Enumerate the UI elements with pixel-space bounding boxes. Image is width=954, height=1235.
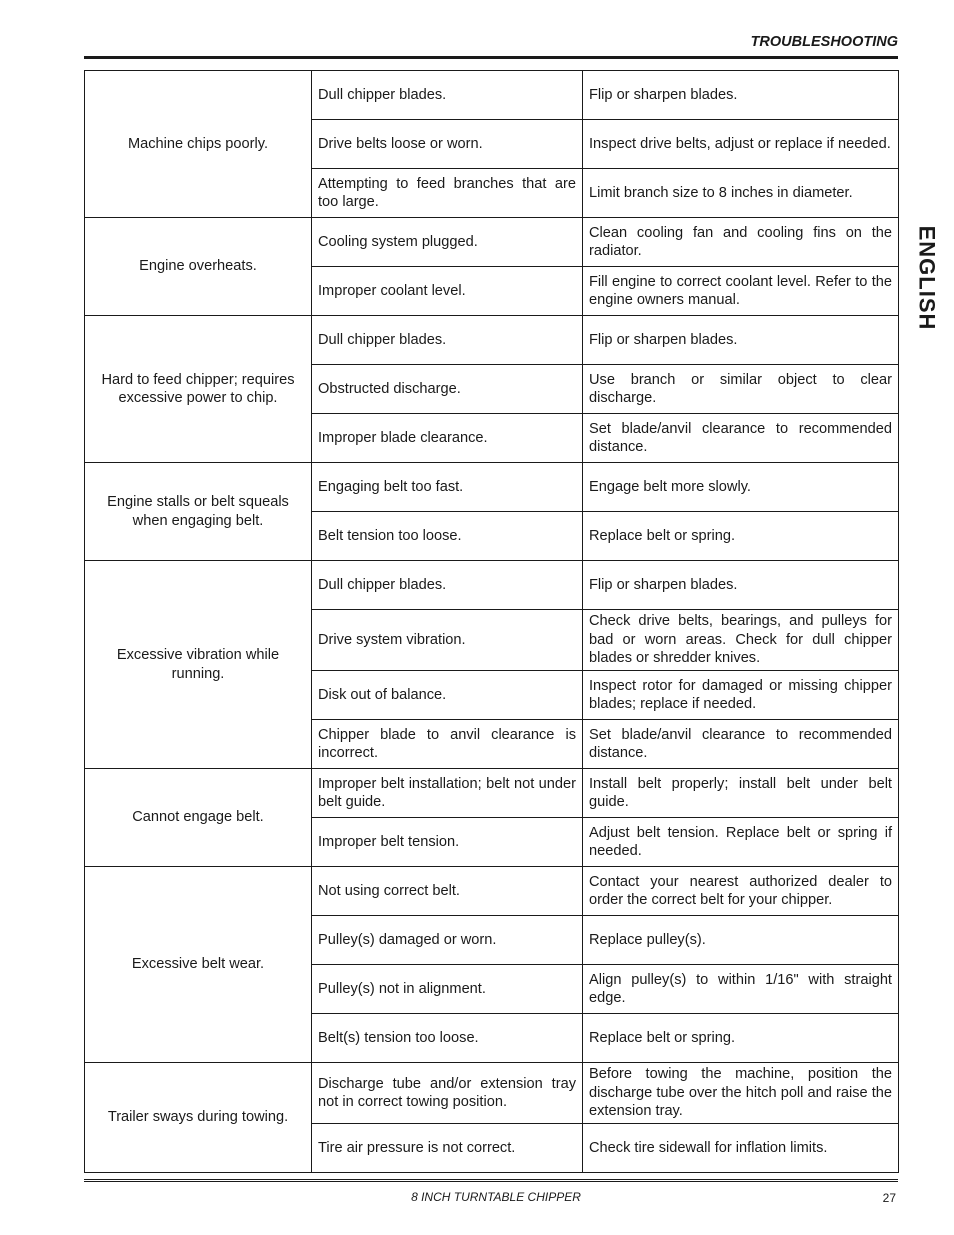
remedy-cell: Fill engine to correct coolant level. Refer to the engine owners manual. bbox=[583, 267, 899, 316]
remedy-cell: Replace belt or spring. bbox=[583, 512, 899, 561]
remedy-cell: Contact your nearest authorized dealer to order the correct belt for your chipper. bbox=[583, 867, 899, 916]
cause-cell: Engaging belt too fast. bbox=[312, 463, 583, 512]
problem-cell: Excessive vibration while running. bbox=[85, 561, 312, 769]
cause-cell: Improper belt installation; belt not under belt guide. bbox=[312, 769, 583, 818]
table-row bbox=[85, 218, 899, 267]
cause-cell: Improper coolant level. bbox=[312, 267, 583, 316]
remedy-cell: Flip or sharpen blades. bbox=[583, 71, 899, 120]
problem-cell: Trailer sways during towing. bbox=[85, 1063, 312, 1173]
remedy-cell: Adjust belt tension. Replace belt or spring if needed. bbox=[583, 818, 899, 867]
cause-cell: Belt tension too loose. bbox=[312, 512, 583, 561]
troubleshooting-table bbox=[84, 70, 899, 1173]
page-number: 27 bbox=[882, 1191, 896, 1205]
table-row bbox=[85, 769, 899, 818]
remedy-cell: Align pulley(s) to within 1/16" with straight edge. bbox=[583, 965, 899, 1014]
cause-cell: Chipper blade to anvil clearance is incorrect. bbox=[312, 720, 583, 769]
cause-cell: Improper blade clearance. bbox=[312, 414, 583, 463]
remedy-cell: Flip or sharpen blades. bbox=[583, 561, 899, 610]
remedy-cell: Check drive belts, bearings, and pulleys for bad or worn areas. Check for dull chipper blades or shredder knives. bbox=[583, 610, 899, 671]
cause-cell: Attempting to feed branches that are too large. bbox=[312, 169, 583, 218]
cause-cell: Tire air pressure is not correct. bbox=[312, 1124, 583, 1173]
table-row bbox=[85, 867, 899, 916]
remedy-cell: Install belt properly; install belt under belt guide. bbox=[583, 769, 899, 818]
language-label: ENGLISH bbox=[914, 225, 940, 331]
remedy-cell: Engage belt more slowly. bbox=[583, 463, 899, 512]
problem-cell: Machine chips poorly. bbox=[85, 71, 312, 218]
remedy-cell: Before towing the machine, position the discharge tube over the hitch poll and raise the extension tray. bbox=[583, 1063, 899, 1124]
remedy-cell: Check tire sidewall for inflation limits. bbox=[583, 1124, 899, 1173]
cause-cell: Dull chipper blades. bbox=[312, 561, 583, 610]
footer-divider bbox=[84, 1179, 898, 1182]
page-header-title: TROUBLESHOOTING bbox=[750, 34, 898, 50]
remedy-cell: Inspect rotor for damaged or missing chipper blades; replace if needed. bbox=[583, 671, 899, 720]
table-row bbox=[85, 71, 899, 120]
cause-cell: Discharge tube and/or extension tray not in correct towing position. bbox=[312, 1063, 583, 1124]
footer-title: 8 INCH TURNTABLE CHIPPER bbox=[411, 1190, 581, 1204]
cause-cell: Pulley(s) damaged or worn. bbox=[312, 916, 583, 965]
remedy-cell: Set blade/anvil clearance to recommended distance. bbox=[583, 414, 899, 463]
remedy-cell: Replace belt or spring. bbox=[583, 1014, 899, 1063]
header-divider bbox=[84, 56, 898, 59]
remedy-cell: Inspect drive belts, adjust or replace if needed. bbox=[583, 120, 899, 169]
problem-cell: Hard to feed chipper; requires excessive power to chip. bbox=[85, 316, 312, 463]
table-row bbox=[85, 463, 899, 512]
remedy-cell: Flip or sharpen blades. bbox=[583, 316, 899, 365]
language-side-tab bbox=[906, 226, 946, 330]
cause-cell: Dull chipper blades. bbox=[312, 316, 583, 365]
cause-cell: Obstructed discharge. bbox=[312, 365, 583, 414]
cause-cell: Dull chipper blades. bbox=[312, 71, 583, 120]
cause-cell: Belt(s) tension too loose. bbox=[312, 1014, 583, 1063]
table-row bbox=[85, 316, 899, 365]
cause-cell: Drive system vibration. bbox=[312, 610, 583, 671]
remedy-cell: Set blade/anvil clearance to recommended distance. bbox=[583, 720, 899, 769]
cause-cell: Drive belts loose or worn. bbox=[312, 120, 583, 169]
cause-cell: Cooling system plugged. bbox=[312, 218, 583, 267]
problem-cell: Engine overheats. bbox=[85, 218, 312, 316]
remedy-cell: Limit branch size to 8 inches in diameter. bbox=[583, 169, 899, 218]
cause-cell: Disk out of balance. bbox=[312, 671, 583, 720]
remedy-cell: Use branch or similar object to clear discharge. bbox=[583, 365, 899, 414]
table-row bbox=[85, 1063, 899, 1124]
table-row bbox=[85, 561, 899, 610]
cause-cell: Pulley(s) not in alignment. bbox=[312, 965, 583, 1014]
remedy-cell: Clean cooling fan and cooling fins on the radiator. bbox=[583, 218, 899, 267]
cause-cell: Not using correct belt. bbox=[312, 867, 583, 916]
cause-cell: Improper belt tension. bbox=[312, 818, 583, 867]
problem-cell: Cannot engage belt. bbox=[85, 769, 312, 867]
remedy-cell: Replace pulley(s). bbox=[583, 916, 899, 965]
problem-cell: Engine stalls or belt squeals when engaging belt. bbox=[85, 463, 312, 561]
problem-cell: Excessive belt wear. bbox=[85, 867, 312, 1063]
troubleshooting-table-body bbox=[85, 71, 899, 1173]
